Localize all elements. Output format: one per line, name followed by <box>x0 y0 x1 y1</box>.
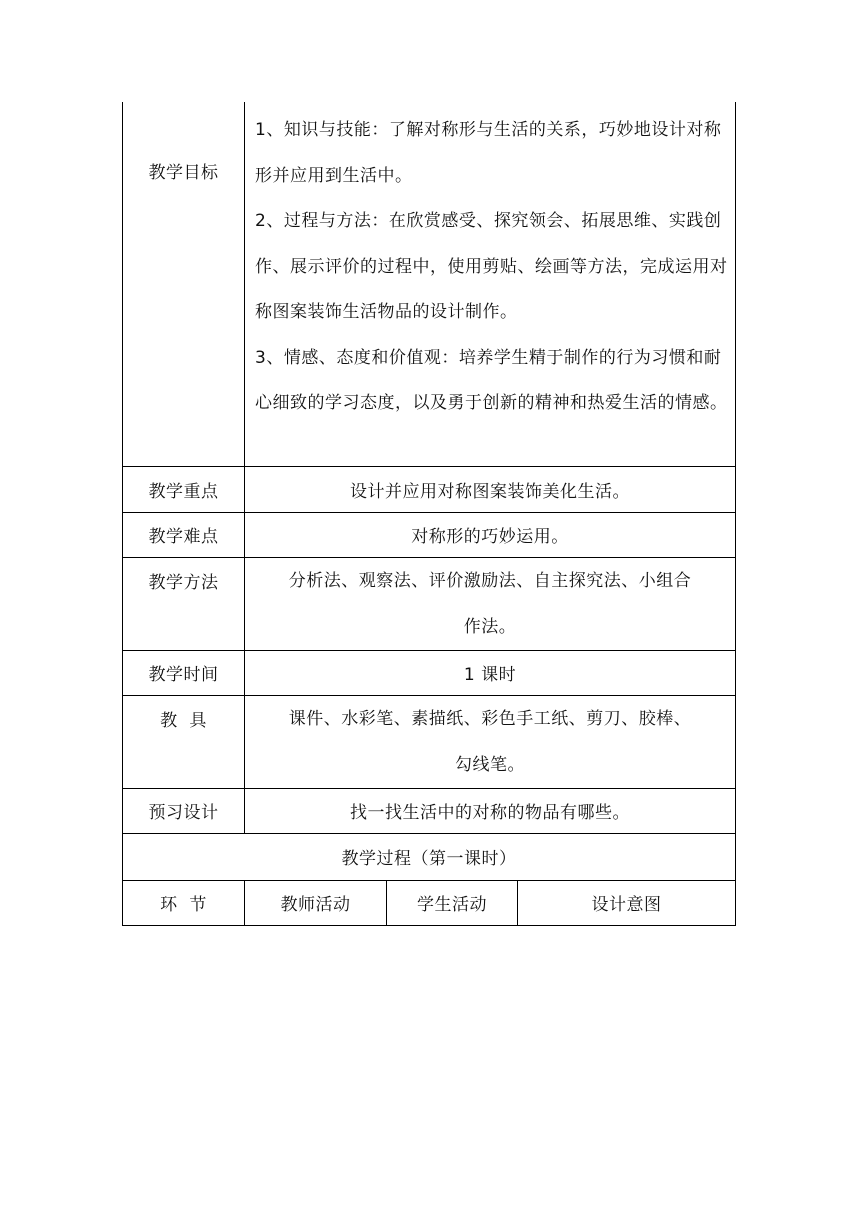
lesson-plan-table <box>122 102 736 926</box>
process-title-row <box>123 833 736 880</box>
tools-line-2: 勾线笔。 <box>455 754 525 775</box>
duration-value: 1 课时 <box>245 650 736 695</box>
methods-line-2: 作法。 <box>463 616 517 637</box>
methods-label: 教学方法 <box>123 557 245 650</box>
process-header-row <box>123 880 736 925</box>
preview-value: 找一找生活中的对称的物品有哪些。 <box>245 788 736 833</box>
difficulties-value: 对称形的巧妙运用。 <box>245 512 736 557</box>
difficulties-row <box>123 512 736 557</box>
preview-label: 预习设计 <box>123 788 245 833</box>
objective-process: 2、过程与方法：在欣赏感受、探究领会、拓展思维、实践创作、展示评价的过程中，使用剪贴、绘画等方法，完成运用对称图案装饰生活物品的设计制作。 <box>255 211 728 322</box>
objectives-row <box>123 102 736 466</box>
tools-row <box>123 695 736 788</box>
methods-value <box>245 557 736 650</box>
key-points-row <box>123 466 736 512</box>
process-title: 教学过程（第一课时） <box>123 833 736 880</box>
methods-line-1: 分析法、观察法、评价激励法、自主探究法、小组合 <box>288 570 692 591</box>
objectives-label: 教学目标 <box>123 102 245 466</box>
tools-line-1: 课件、水彩笔、素描纸、彩色手工纸、剪刀、胶棒、 <box>288 708 692 729</box>
preview-row <box>123 788 736 833</box>
objective-attitude: 3、情感、态度和价值观：培养学生精于制作的行为习惯和耐心细致的学习态度，以及勇于创新的精神和热爱生活的情感。 <box>255 347 728 413</box>
header-design-intent: 设计意图 <box>518 880 736 925</box>
header-student-activity: 学生活动 <box>387 880 518 925</box>
key-points-label: 教学重点 <box>123 466 245 512</box>
duration-row <box>123 650 736 695</box>
header-teacher-activity: 教师活动 <box>245 880 387 925</box>
duration-label: 教学时间 <box>123 650 245 695</box>
difficulties-label: 教学难点 <box>123 512 245 557</box>
key-points-value: 设计并应用对称图案装饰美化生活。 <box>245 466 736 512</box>
tools-label: 教 具 <box>123 695 245 788</box>
objectives-content <box>245 102 736 466</box>
tools-value <box>245 695 736 788</box>
header-stage: 环 节 <box>123 880 245 925</box>
methods-row <box>123 557 736 650</box>
objective-knowledge: 1、知识与技能：了解对称形与生活的关系，巧妙地设计对称形并应用到生活中。 <box>255 120 722 186</box>
